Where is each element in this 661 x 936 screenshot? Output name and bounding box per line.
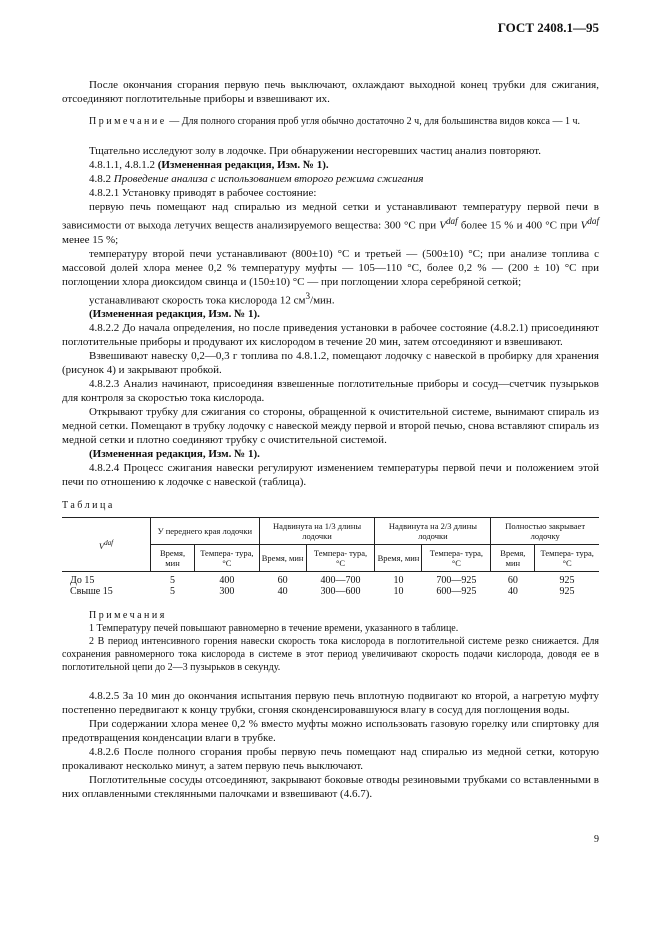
col-time: Время, мин [375, 545, 422, 572]
section-title: Проведение анализа с использованием второго режима сжигания [113, 173, 424, 185]
amendment-note: (Измененная редакция, Изм. № 1). [89, 448, 260, 461]
note-item: 1 Температуру печей повышают равномерно в течение времени, указанного в таблице. [89, 623, 459, 635]
group-header [375, 518, 491, 545]
paragraph: 4.8.2.5 За 10 мин до окончания испытания первую печь вплотную подвигают ко второй, а нагретую муфту постепенно передвигают к концу трубки, сгоняя сконденсировавшуюся влагу в сосуд для поглощения воды. [62, 690, 599, 717]
cell: 10 [393, 575, 404, 587]
group-header-label: Надвинута на 1/3 длины лодочки [272, 521, 362, 542]
note-label: Примечание [89, 116, 167, 127]
col-time: Время, мин [491, 545, 535, 572]
section-heading [62, 172, 599, 186]
group-header [491, 518, 599, 545]
cell: 925 [559, 586, 575, 598]
row-header-cell: $V^{daf}$ [62, 518, 151, 572]
amendment-note: (Измененная редакция, Изм. № 1). [157, 159, 329, 171]
data-table [62, 517, 599, 597]
paragraph: 4.8.2.6 После полного сгорания пробы первую печь помещают над спиралью из медной сетки, которую прокаливают несколько минут, а затем первую печь выключают. [62, 746, 599, 773]
col-temp: Темпера- тура, °С [422, 545, 491, 572]
symbol-superscript: daf [445, 216, 458, 226]
cell: 600—925 [436, 586, 477, 598]
text: /мин. [310, 294, 335, 307]
paragraph: 4.8.2.3 Анализ начинают, присоединяя взвешенные поглотительные приборы и сосуд—счетчик пузырьков для контроля за скоростью тока кислорода. [62, 378, 599, 405]
table-row [62, 572, 599, 587]
row-label: Свыше 15 [70, 586, 113, 598]
symbol: V [439, 219, 446, 232]
cell: 60 [507, 575, 518, 587]
paragraph: Открывают трубку для сжигания со стороны, обращенной к очистительной системе, вынимают спираль из медной сетки. Помещают в трубку лодочку с навеской между первой и второй печью, снова вставляют спираль из медной сетки и плотно соединяют трубку с очистительной системой. [62, 406, 599, 447]
page-number: 9 [594, 834, 599, 845]
superscript: 3 [305, 290, 311, 301]
symbol: V [580, 219, 588, 232]
paragraph: 4.8.2.1 Установку приводят в рабочее состояние: [89, 187, 317, 199]
col-temp: Темпера- тура, °С [535, 545, 599, 572]
paragraph: Тщательно исследуют золу в лодочке. При обнаружении несгоревших частиц анализ повторяют. [89, 145, 542, 157]
page-content [62, 78, 599, 801]
text: более 15 % и 400 °С при [457, 219, 581, 232]
cell: 40 [507, 586, 518, 598]
paragraph [62, 200, 599, 247]
col-temp: Темпера- тура, °С [306, 545, 375, 572]
paragraph: 4.8.2.4 Процесс сжигания навески регулируют изменением температуры первой печи и положением этой печи по отношению к лодочке с навеской (таблица). [62, 462, 599, 489]
cell: 700—925 [436, 575, 477, 587]
cell: 300 [219, 586, 235, 598]
col-temp: Темпера- тура, °С [195, 545, 260, 572]
text: устанавливают скорость тока кислорода 12 см [89, 294, 306, 307]
cell: 925 [559, 575, 575, 587]
paragraph: температуру второй печи устанавливают (800±10) °С и третьей — (500±10) °С; при анализе топлива с массовой долей хлора менее 0,2 % температуру муфты — 105—110 °С, более 0,2 % — (200 ± 10) °С при поглощении хлора диоксидом свинца и (150±10) °С — при поглощении хлора серебряной сеткой; [62, 247, 599, 288]
text: первую печь помещают над спиралью из медной сетки и устанавливают температуру первой печи в зависимости от выхода летучих веществ анализируемого вещества: 300 °С при [62, 201, 599, 232]
notes-title: Примечания [89, 610, 167, 622]
text: менее 15 %; [62, 233, 119, 246]
table-caption: Таблица [62, 500, 115, 512]
note-text: — Для полного сгорания проб угля обычно достаточно 2 ч, для большинства видов кокса — 1 ч. [166, 116, 581, 127]
paragraph: 4.8.2.2 До начала определения, но после приведения установки в рабочее состояние (4.8.2.1) присоединяют поглотительные приборы и продувают их кислородом в течение 20 мин, затем отсоединяют и взвешивают. [62, 322, 599, 349]
note-item: 2 В период интенсивного горения навески скорость тока кислорода в поглотительной системе резко снижается. Для сохранения равномерного тока кислорода в системе в этот период увеличивают скорость подачи кислорода, доводя ее в поглотительной цепи до 2—3 пузырьков в секунду. [62, 636, 599, 674]
col-time: Время, мин [151, 545, 195, 572]
clause-number: 4.8.1.1, 4.8.1.2 [89, 159, 158, 171]
group-header [151, 518, 260, 545]
paragraph: При содержании хлора менее 0,2 % вместо муфты можно использовать газовую горелку или спиртовку для предотвращения конденсации влаги в трубке. [62, 718, 599, 745]
note [62, 115, 599, 129]
row-label: До 15 [70, 575, 95, 587]
clause-number: 4.8.2 [89, 173, 114, 185]
amendment-note: (Измененная редакция, Изм. № 1). [89, 308, 260, 321]
paragraph: После окончания сгорания первую печь выключают, охлаждают выходной конец трубки для сжигания, отсоединяют поглотительные приборы и взвешивают их. [62, 79, 599, 105]
col-time: Время, мин [259, 545, 306, 572]
group-header-label: Надвинута на 2/3 длины лодочки [388, 521, 477, 542]
symbol-superscript: daf [587, 216, 599, 226]
page-header: ГОСТ 2408.1—95 [497, 20, 599, 35]
cell: 5 [170, 575, 176, 587]
paragraph [62, 158, 599, 172]
cell: 10 [393, 586, 404, 598]
group-header-label: У переднего края лодочки [157, 526, 253, 537]
paragraph [62, 289, 599, 308]
table-row [62, 586, 599, 597]
cell: 400—700 [320, 575, 361, 587]
notes-block [62, 609, 599, 674]
cell: 40 [277, 586, 288, 598]
cell: 300—600 [320, 586, 361, 598]
paragraph: Поглотительные сосуды отсоединяют, закрывают боковые отводы резиновыми трубками со вставленными в них оплавленными стеклянными палочками и взвешивают (4.6.7). [62, 774, 599, 801]
group-header [259, 518, 375, 545]
cell: 400 [219, 575, 235, 587]
paragraph: Взвешивают навеску 0,2—0,3 г топлива по 4.8.1.2, помещают лодочку с навеской в пробирку для хранения (рисунок 4) и закрывают пробкой. [62, 350, 599, 377]
cell: 60 [277, 575, 288, 587]
group-header-label: Полностью закрывает лодочку [505, 521, 586, 542]
cell: 5 [170, 586, 176, 598]
